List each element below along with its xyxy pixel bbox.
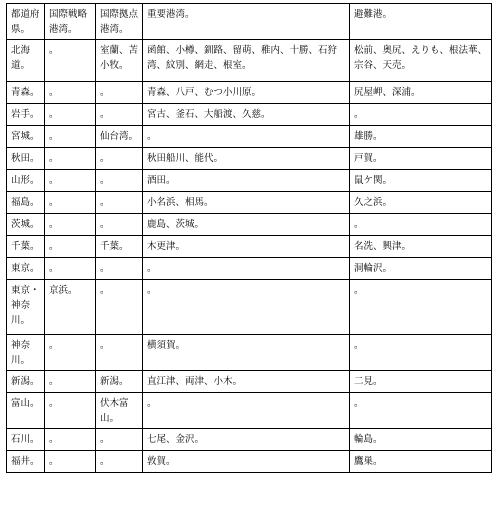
- table-row: [7, 236, 492, 258]
- cell-important-port: 青森、八戸、むつ小川原。: [143, 82, 350, 104]
- table-row: [7, 82, 492, 104]
- cell-strategic-port: 。: [45, 170, 96, 192]
- cell-hub-port: 。: [96, 214, 143, 236]
- cell-hub-port: 。: [96, 280, 143, 335]
- table-row: [7, 214, 492, 236]
- cell-prefecture: 茨城。: [7, 214, 45, 236]
- cell-refuge-port: 。: [350, 104, 492, 126]
- cell-important-port: 。: [143, 126, 350, 148]
- cell-important-port: 七尾、金沢。: [143, 429, 350, 451]
- table-row: [7, 371, 492, 393]
- cell-important-port: 小名浜、相馬。: [143, 192, 350, 214]
- cell-strategic-port: 。: [45, 371, 96, 393]
- table-row: [7, 170, 492, 192]
- cell-prefecture: 福島。: [7, 192, 45, 214]
- table-row: [7, 393, 492, 429]
- table-row: [7, 429, 492, 451]
- cell-important-port: 。: [143, 258, 350, 280]
- header-important-port: 重要港湾。: [143, 4, 350, 40]
- cell-refuge-port: 。: [350, 214, 492, 236]
- cell-prefecture: 宮城。: [7, 126, 45, 148]
- cell-strategic-port: 。: [45, 451, 96, 473]
- cell-strategic-port: 。: [45, 82, 96, 104]
- cell-important-port: 敦賀。: [143, 451, 350, 473]
- cell-strategic-port: 。: [45, 236, 96, 258]
- cell-prefecture: 福井。: [7, 451, 45, 473]
- cell-strategic-port: 。: [45, 192, 96, 214]
- cell-prefecture: 石川。: [7, 429, 45, 451]
- cell-strategic-port: 。: [45, 126, 96, 148]
- cell-important-port: 宮古、釜石、大船渡、久慈。: [143, 104, 350, 126]
- cell-strategic-port: 。: [45, 148, 96, 170]
- table-row: [7, 148, 492, 170]
- cell-prefecture: 東京・神奈川。: [7, 280, 45, 335]
- cell-refuge-port: 尻屋岬、深浦。: [350, 82, 492, 104]
- table-header-row: [7, 4, 492, 40]
- cell-prefecture: 山形。: [7, 170, 45, 192]
- cell-strategic-port: 。: [45, 258, 96, 280]
- table-row: [7, 192, 492, 214]
- port-table-container: [6, 3, 492, 473]
- cell-strategic-port: 。: [45, 335, 96, 371]
- cell-strategic-port: 京浜。: [45, 280, 96, 335]
- cell-strategic-port: 。: [45, 429, 96, 451]
- cell-hub-port: 。: [96, 451, 143, 473]
- cell-hub-port: 。: [96, 170, 143, 192]
- cell-important-port: 鹿島、茨城。: [143, 214, 350, 236]
- table-row: [7, 451, 492, 473]
- cell-prefecture: 富山。: [7, 393, 45, 429]
- cell-prefecture: 岩手。: [7, 104, 45, 126]
- cell-hub-port: 新潟。: [96, 371, 143, 393]
- cell-refuge-port: 名洗、興津。: [350, 236, 492, 258]
- cell-prefecture: 北海道。: [7, 40, 45, 82]
- cell-hub-port: 。: [96, 258, 143, 280]
- cell-hub-port: 室蘭、苫小牧。: [96, 40, 143, 82]
- cell-prefecture: 神奈川。: [7, 335, 45, 371]
- cell-important-port: 。: [143, 280, 350, 335]
- header-refuge-port: 避難港。: [350, 4, 492, 40]
- cell-refuge-port: 久之浜。: [350, 192, 492, 214]
- cell-refuge-port: 洞輪沢。: [350, 258, 492, 280]
- cell-important-port: 。: [143, 393, 350, 429]
- table-row: [7, 280, 492, 335]
- header-strategic-port: 国際戦略港湾。: [45, 4, 96, 40]
- cell-refuge-port: 鼠ケ関。: [350, 170, 492, 192]
- cell-hub-port: 仙台湾。: [96, 126, 143, 148]
- cell-hub-port: 千葉。: [96, 236, 143, 258]
- cell-prefecture: 秋田。: [7, 148, 45, 170]
- cell-refuge-port: 松前、奥尻、えりも、根法華、宗谷、天売。: [350, 40, 492, 82]
- cell-refuge-port: 戸賀。: [350, 148, 492, 170]
- cell-hub-port: 伏木富山。: [96, 393, 143, 429]
- table-row: [7, 40, 492, 82]
- cell-hub-port: 。: [96, 192, 143, 214]
- cell-hub-port: 。: [96, 104, 143, 126]
- header-prefecture: 都道府県。: [7, 4, 45, 40]
- cell-important-port: 函館、小樽、釧路、留萌、稚内、十勝、石狩湾、紋別、網走、根室。: [143, 40, 350, 82]
- port-classification-table: [6, 3, 492, 473]
- table-row: [7, 104, 492, 126]
- cell-refuge-port: 。: [350, 335, 492, 371]
- cell-strategic-port: 。: [45, 214, 96, 236]
- cell-refuge-port: 鷹巣。: [350, 451, 492, 473]
- cell-important-port: 秋田船川、能代。: [143, 148, 350, 170]
- cell-strategic-port: 。: [45, 40, 96, 82]
- cell-hub-port: 。: [96, 335, 143, 371]
- header-hub-port: 国際拠点港湾。: [96, 4, 143, 40]
- cell-refuge-port: 雄勝。: [350, 126, 492, 148]
- cell-important-port: 直江津、両津、小木。: [143, 371, 350, 393]
- cell-important-port: 木更津。: [143, 236, 350, 258]
- cell-refuge-port: 。: [350, 280, 492, 335]
- cell-refuge-port: 輪島。: [350, 429, 492, 451]
- cell-hub-port: 。: [96, 429, 143, 451]
- table-row: [7, 258, 492, 280]
- cell-hub-port: 。: [96, 82, 143, 104]
- cell-refuge-port: 二見。: [350, 371, 492, 393]
- table-row: [7, 335, 492, 371]
- cell-prefecture: 新潟。: [7, 371, 45, 393]
- cell-important-port: 横須賀。: [143, 335, 350, 371]
- table-row: [7, 126, 492, 148]
- cell-prefecture: 青森。: [7, 82, 45, 104]
- cell-strategic-port: 。: [45, 393, 96, 429]
- cell-refuge-port: 。: [350, 393, 492, 429]
- cell-important-port: 酒田。: [143, 170, 350, 192]
- cell-strategic-port: 。: [45, 104, 96, 126]
- cell-hub-port: 。: [96, 148, 143, 170]
- cell-prefecture: 東京。: [7, 258, 45, 280]
- cell-prefecture: 千葉。: [7, 236, 45, 258]
